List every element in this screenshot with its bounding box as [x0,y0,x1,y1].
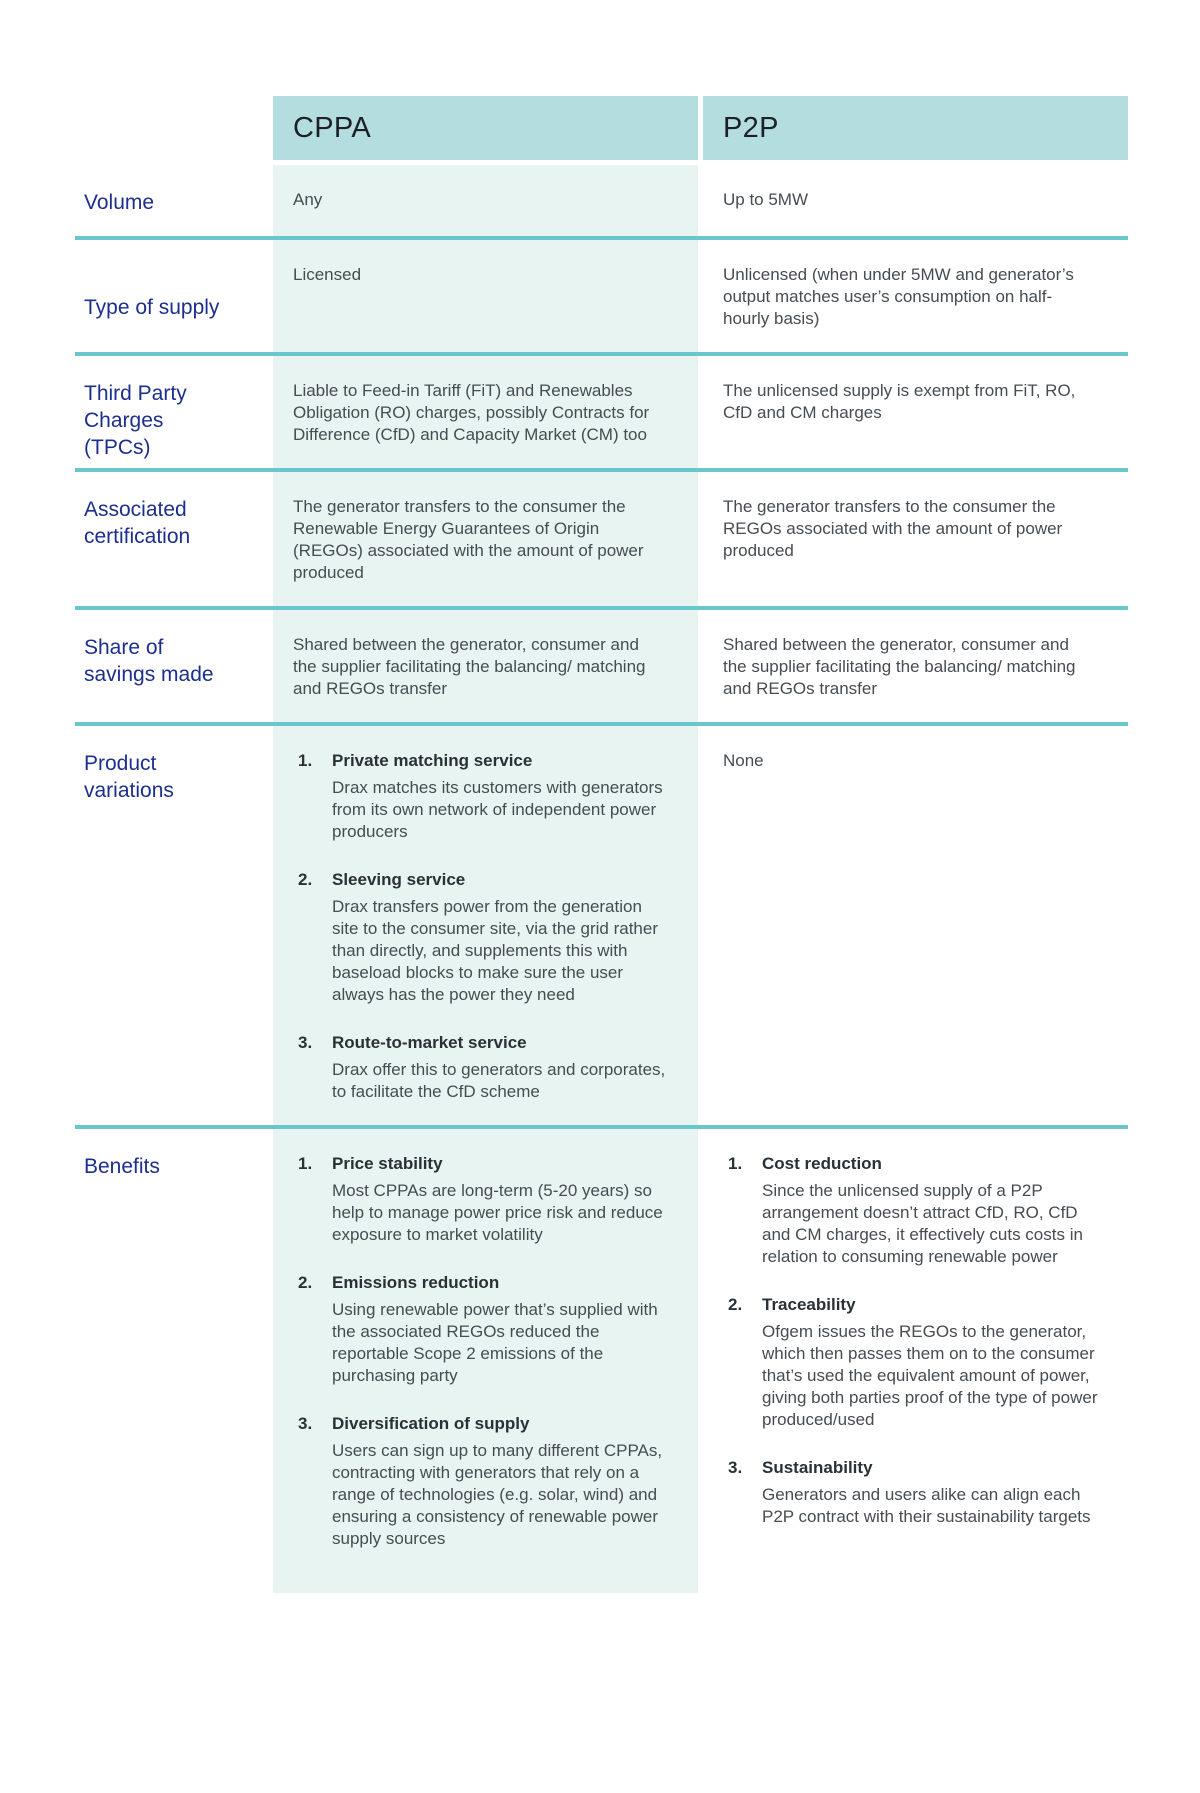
p2p-savings-text: Shared between the generator, consumer and the supplier facilitating the balancing/ matching and REGOs transfer [723,635,1076,698]
row-label-volume: Volume [84,191,155,214]
p2p-cell-share-of-savings [703,610,1128,722]
list-item-cost-reduction [728,1153,1108,1268]
table-row-benefits [75,1125,1128,1593]
cppa-variations-list [293,750,678,1103]
cppa-savings-text: Shared between the generator, consumer and the supplier facilitating the balancing/ matching and REGOs transfer [293,635,646,698]
cppa-cell-volume [273,165,698,236]
table-row-volume [75,165,1128,236]
list-item-number: 3. [728,1458,743,1477]
list-item-emissions-reduction [298,1272,678,1387]
list-item-title: Sustainability [762,1458,873,1477]
row-label-associated-certification: Associated certification [84,498,191,548]
cppa-type-text: Licensed [293,265,362,284]
list-item-desc: Drax transfers power from the generation site to the consumer site, via the grid rather than directly, and supplements this with baseload blocks to make sure the user always has the power they need [332,897,658,1004]
table-row-third-party-charges [75,352,1128,468]
list-item-title: Emissions reduction [332,1273,500,1292]
cppa-cell-benefits [273,1129,698,1593]
column-header-cppa: CPPA [273,96,698,160]
list-item-number: 3. [298,1033,313,1052]
cppa-cell-associated-certification [273,472,698,606]
row-label-third-party-charges: Third Party Charges (TPCs) [84,382,187,459]
list-item-desc: Using renewable power that’s supplied with the associated REGOs reduced the reportable Scope 2 emissions of the purchasing party [332,1300,658,1385]
list-item-number: 2. [298,870,313,889]
table-row-share-of-savings [75,606,1128,722]
list-item-desc: Generators and users alike can align each P2P contract with their sustainability targets [762,1485,1091,1526]
row-label-type-of-supply: Type of supply [84,296,220,319]
list-item-sleeving [298,869,678,1006]
list-item-title: Private matching service [332,751,533,770]
list-item-number: 2. [728,1295,743,1314]
cppa-volume-text: Any [293,190,323,209]
row-label-share-of-savings: Share of savings made [84,636,214,686]
list-item-number: 1. [728,1154,743,1173]
p2p-cell-associated-certification [703,472,1128,606]
list-item-title: Traceability [762,1295,856,1314]
p2p-cell-benefits [703,1129,1128,1593]
list-item-diversification [298,1413,678,1550]
list-item-desc: Ofgem issues the REGOs to the generator, which then passes them on to the consumer that’s used the equivalent amount of power, giving both parties proof of the type of power produced/used [762,1322,1098,1429]
page [0,96,1200,1793]
list-item-price-stability [298,1153,678,1246]
list-item-desc: Users can sign up to many different CPPAs, contracting with generators that rely on a range of technologies (e.g. solar, wind) and ensuring a consistency of renewable power supply sources [332,1441,663,1548]
p2p-type-text: Unlicensed (when under 5MW and generator’s output matches user’s consumption on half-hourly basis) [723,265,1074,328]
column-header-p2p: P2P [703,96,1128,160]
list-item-traceability [728,1294,1108,1431]
list-item-title: Route-to-market service [332,1033,527,1052]
list-item-desc: Most CPPAs are long-term (5-20 years) so help to manage power price risk and reduce exposure to market volatility [332,1181,663,1244]
cppa-cell-type-of-supply [273,240,698,352]
p2p-variations-text: None [723,751,764,770]
table-row-product-variations [75,722,1128,1125]
list-item-sustainability [728,1457,1108,1528]
table-header-row [75,96,1128,160]
list-item-title: Diversification of supply [332,1414,530,1433]
list-item-number: 1. [298,751,313,770]
cppa-tpc-text: Liable to Feed-in Tariff (FiT) and Renewables Obligation (RO) charges, possibly Contracts for Difference (CfD) and Capacity Market (CM) too [293,381,650,444]
list-item-number: 3. [298,1414,313,1433]
table-row-type-of-supply [75,236,1128,352]
cppa-cell-product-variations [273,726,698,1125]
p2p-tpc-text: The unlicensed supply is exempt from FiT, RO, CfD and CM charges [723,381,1076,422]
p2p-cell-product-variations [703,726,1128,1125]
cppa-cell-share-of-savings [273,610,698,722]
list-item-desc: Drax offer this to generators and corporates, to facilitate the CfD scheme [332,1060,666,1101]
list-item-route-to-market [298,1032,678,1103]
p2p-benefits-list [723,1153,1108,1528]
list-item-private-matching [298,750,678,843]
row-label-benefits: Benefits [84,1155,160,1178]
header-spacer [75,96,273,160]
p2p-certification-text: The generator transfers to the consumer the REGOs associated with the amount of power produced [723,497,1063,560]
list-item-number: 2. [298,1273,313,1292]
cppa-benefits-list [293,1153,678,1550]
list-item-desc: Since the unlicensed supply of a P2P arrangement doesn’t attract CfD, RO, CfD and CM charges, it effectively cuts costs in relation to consuming renewable power [762,1181,1083,1266]
row-label-product-variations: Product variations [84,752,174,802]
list-item-title: Cost reduction [762,1154,882,1173]
cppa-certification-text: The generator transfers to the consumer the Renewable Energy Guarantees of Origin (REGOs) associated with the amount of power produced [293,497,644,582]
cppa-cell-third-party-charges [273,356,698,468]
p2p-cell-third-party-charges [703,356,1128,468]
p2p-cell-type-of-supply [703,240,1128,352]
list-item-desc: Drax matches its customers with generators from its own network of independent power producers [332,778,663,841]
comparison-table [75,96,1128,1713]
list-item-number: 1. [298,1154,313,1173]
p2p-cell-volume [703,165,1128,236]
list-item-title: Sleeving service [332,870,466,889]
table-row-associated-certification [75,468,1128,606]
p2p-volume-text: Up to 5MW [723,190,809,209]
list-item-title: Price stability [332,1154,443,1173]
